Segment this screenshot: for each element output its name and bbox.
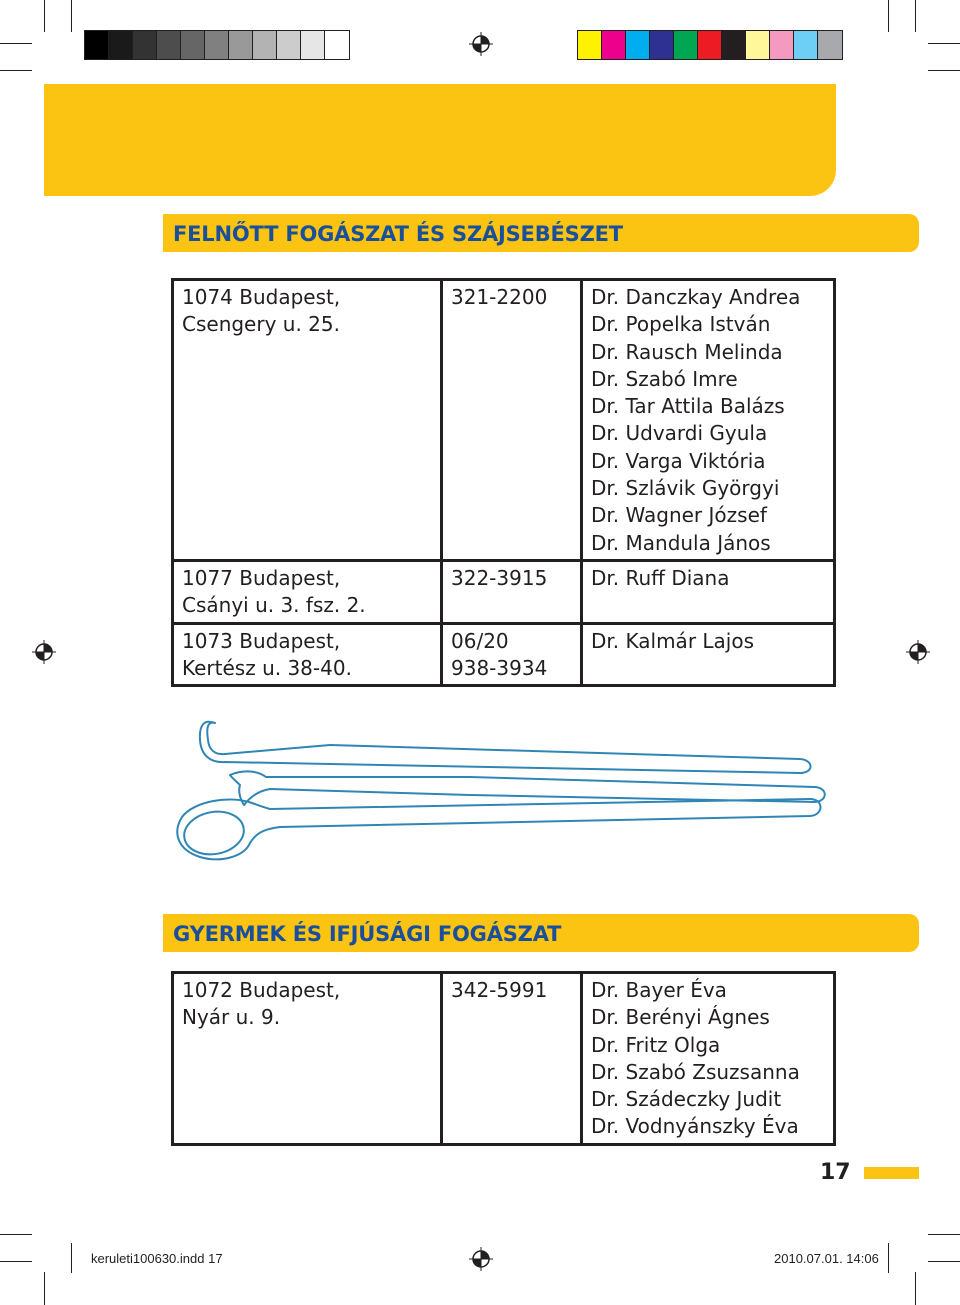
color-swatch: [722, 31, 746, 59]
doctor-name: Dr. Berényi Ágnes: [591, 1005, 770, 1030]
doctors-cell: [582, 280, 835, 561]
crop-mark: [71, 1243, 72, 1273]
crop-mark: [0, 1261, 32, 1262]
doctor-name: Dr. Bayer Éva: [591, 978, 727, 1002]
crop-mark: [0, 70, 32, 71]
address-line: Nyár u. 9.: [182, 1005, 281, 1030]
doctor-name: Dr. Szabó Imre: [591, 366, 738, 391]
grayscale-color-bar: [84, 30, 350, 60]
color-swatch: [229, 31, 253, 59]
phone-line: 06/20: [451, 628, 509, 653]
table-row: [173, 623, 835, 686]
color-swatch: [253, 31, 277, 59]
doctor-name: Dr. Wagner József: [591, 503, 767, 528]
phone-cell: [442, 973, 582, 1145]
phone-line: 322-3915: [451, 565, 548, 590]
crop-mark: [915, 1272, 916, 1305]
table-row: [173, 280, 835, 561]
registration-mark-icon: [469, 1247, 493, 1271]
crop-mark: [888, 0, 889, 32]
section-title-adult-dentistry: FELNŐTT FOGÁSZAT ÉS SZÁJSEBÉSZET: [163, 214, 919, 252]
crop-mark: [888, 1243, 889, 1273]
address-line: 1073 Budapest,: [182, 628, 341, 653]
color-swatch: [698, 31, 722, 59]
dental-mirror-icon: [177, 799, 820, 859]
crop-mark: [0, 1234, 32, 1235]
address-line: Csányi u. 3. fsz. 2.: [182, 593, 366, 618]
crop-mark: [915, 0, 916, 32]
color-swatch: [818, 31, 842, 59]
color-swatch: [301, 31, 325, 59]
doctor-name: Dr. Tar Attila Balázs: [591, 394, 785, 419]
address-line: 1074 Budapest,: [182, 285, 341, 309]
color-swatch: [794, 31, 818, 59]
crop-mark: [0, 43, 32, 44]
footer-datetime: 2010.07.01. 14:06: [774, 1251, 879, 1266]
header-band: [44, 84, 836, 196]
footer-filename: keruleti100630.indd 17: [91, 1251, 223, 1266]
doctor-name: Dr. Popelka István: [591, 312, 771, 337]
color-swatch: [578, 31, 602, 59]
address-cell: [173, 560, 442, 623]
color-swatch: [325, 31, 349, 59]
doctor-name: Dr. Kalmár Lajos: [591, 628, 755, 653]
doctor-name: Dr. Szlávik Györgyi: [591, 476, 780, 501]
doctor-name: Dr. Szabó Zsuzsanna: [591, 1059, 800, 1084]
doctor-name: Dr. Vodnyánszky Éva: [591, 1114, 799, 1139]
phone-cell: [442, 623, 582, 686]
registration-mark-icon: [32, 640, 56, 664]
doctor-name: Dr. Rausch Melinda: [591, 339, 783, 364]
crop-mark: [928, 70, 960, 71]
doctor-name: Dr. Danczkay Andrea: [591, 285, 801, 309]
phone-line: 342-5991: [451, 978, 548, 1002]
address-cell: [173, 280, 442, 561]
crop-mark: [928, 43, 960, 44]
doctor-name: Dr. Mandula János: [591, 530, 771, 555]
color-swatch: [85, 31, 109, 59]
phone-cell: [442, 280, 582, 561]
color-swatch: [133, 31, 157, 59]
color-swatch: [277, 31, 301, 59]
crop-mark: [44, 1272, 45, 1305]
doctor-name: Dr. Varga Viktória: [591, 448, 766, 473]
address-line: Csengery u. 25.: [182, 312, 340, 337]
crop-mark: [44, 0, 45, 32]
doctor-name: Dr. Fritz Olga: [591, 1032, 721, 1057]
dental-instruments-illustration: [170, 715, 840, 865]
color-swatch: [650, 31, 674, 59]
registration-mark-icon: [906, 640, 930, 664]
color-swatch: [746, 31, 770, 59]
page-number: 17: [820, 1160, 851, 1185]
crop-mark: [928, 1261, 960, 1262]
address-line: 1077 Budapest,: [182, 565, 341, 590]
doctors-cell: [582, 973, 835, 1145]
dental-explorer-icon: [200, 722, 811, 773]
phone-line: 321-2200: [451, 285, 548, 309]
table-row: [173, 560, 835, 623]
doctors-cell: [582, 560, 835, 623]
youth-dentistry-table: [171, 971, 836, 1146]
adult-dentistry-table: [171, 278, 836, 687]
registration-mark-icon: [469, 32, 493, 56]
doctor-name: Dr. Ruff Diana: [591, 565, 730, 590]
color-swatch: [181, 31, 205, 59]
color-swatch: [674, 31, 698, 59]
page-number-bar: [864, 1167, 919, 1179]
table-row: [173, 973, 835, 1145]
cmyk-color-bar: [577, 30, 843, 60]
color-swatch: [109, 31, 133, 59]
doctors-cell: [582, 623, 835, 686]
address-line: 1072 Budapest,: [182, 978, 341, 1002]
color-swatch: [205, 31, 229, 59]
address-cell: [173, 623, 442, 686]
color-swatch: [602, 31, 626, 59]
crop-mark: [928, 1234, 960, 1235]
crop-mark: [71, 0, 72, 32]
phone-line: 938-3934: [451, 655, 548, 680]
doctor-name: Dr. Szádeczky Judit: [591, 1087, 782, 1112]
section-title-youth-dentistry: GYERMEK ÉS IFJÚSÁGI FOGÁSZAT: [163, 914, 919, 952]
phone-cell: [442, 560, 582, 623]
address-line: Kertész u. 38-40.: [182, 655, 352, 680]
color-swatch: [626, 31, 650, 59]
doctor-name: Dr. Udvardi Gyula: [591, 421, 768, 446]
color-swatch: [157, 31, 181, 59]
color-swatch: [770, 31, 794, 59]
address-cell: [173, 973, 442, 1145]
